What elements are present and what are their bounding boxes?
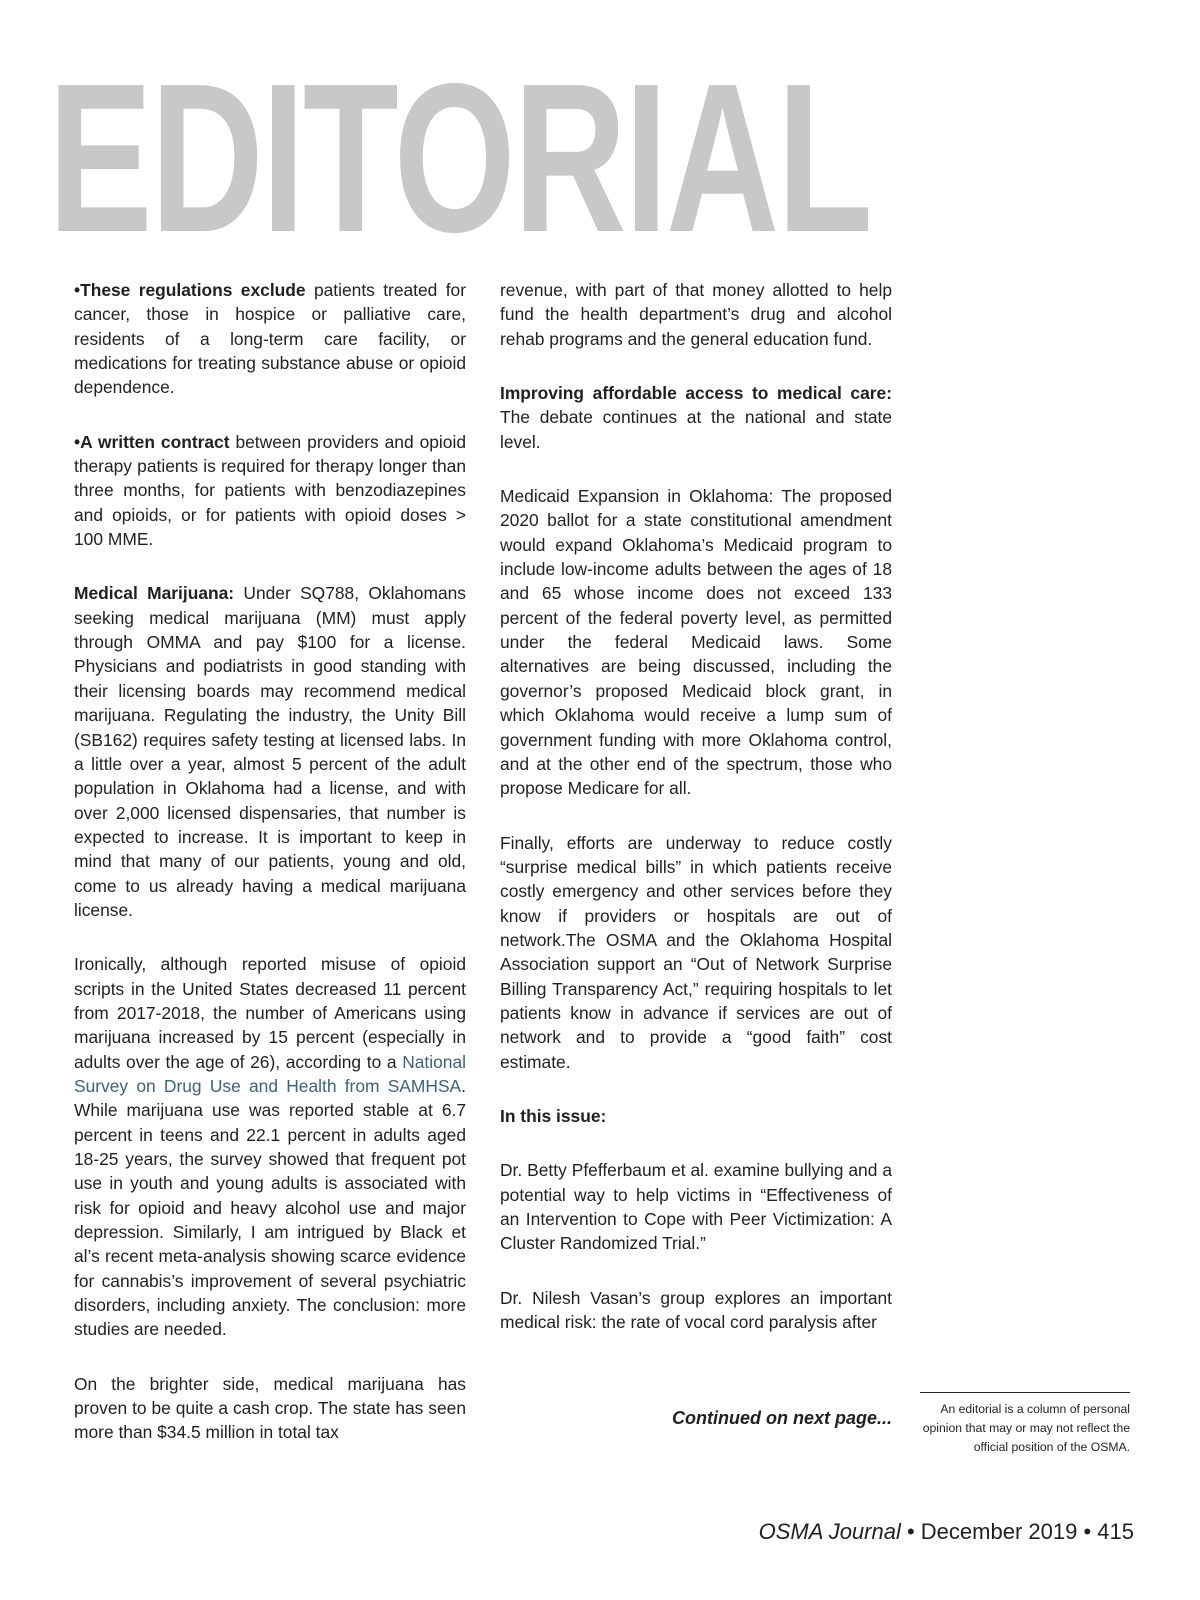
paragraph-text: Dr. Nilesh Vasan’s group explores an important medical risk: the rate of vocal cord paralysis after — [500, 1287, 892, 1333]
paragraph-revenue — [500, 278, 892, 351]
paragraph-text: Under SQ788, Oklahomans seeking medical marijuana (MM) must apply through OMMA and pay $100 for a license. Physicians and podiatrists in good standing with their licensing boards may recommend medical marijuana. Regulating the industry, the Unity Bill (SB162) requires safety testing at licensed labs. In a little over a year, almost 5 percent of the adult population in Oklahoma had a license, and with over 2,000 licensed dispensaries, that number is expected to increase. It is important to keep in mind that many of our patients, young and old, come to us already having a medical marijuana license. — [74, 583, 466, 920]
paragraph-text: revenue, with part of that money allotted to help fund the health department’s drug and alcohol rehab programs and the general education fund. — [500, 280, 892, 349]
section-heading-in-this-issue — [500, 1104, 892, 1128]
paragraph-text: Ironically, although reported misuse of opioid scripts in the United States decreased 11 percent from 2017-2018, the number of Americans using marijuana increased by 15 percent (especially in adults over the age of 26), according to a — [74, 954, 466, 1072]
footer-separator: • — [1077, 1519, 1098, 1544]
paragraph-vasan — [500, 1286, 892, 1335]
paragraph-text: Dr. Betty Pfefferbaum et al. examine bullying and a potential way to help victims in “Effectiveness of an Intervention to Cope with Peer Victimization: A Cluster Randomized Trial.” — [500, 1160, 892, 1254]
page-footer — [759, 1519, 1134, 1545]
paragraph-regulations-exclude — [74, 278, 466, 400]
paragraph-text: On the brighter side, medical marijuana has proven to be quite a cash crop. The state has seen more than $34.5 million in total tax — [74, 1373, 466, 1443]
paragraph-text: between providers and opioid therapy patients is required for therapy longer than three months, for patients with benzodiazepines and opioids, or for patients with opioid doses > 100 MME. — [74, 431, 467, 550]
left-column — [74, 278, 466, 1445]
paragraph-text: Medicaid Expansion in Oklahoma: The proposed 2020 ballot for a state constitutional amendment would expand Oklahoma’s Medicaid program to include low-income adults between the ages of 18 and 65 whose income does not exceed 133 percent of the federal poverty level, as permitted under the federal Medicaid laws. Some alternatives are being discussed, including the governor’s proposed Medicaid block grant, in which Oklahoma would receive a lump sum of government funding with more Oklahoma control, and at the other end of the spectrum, those who propose Medicare for all. — [500, 486, 892, 799]
journal-name: OSMA Journal — [758, 1519, 901, 1544]
bold-lead: •These regulations exclude — [74, 280, 306, 300]
issue-date: December 2019 — [920, 1519, 1078, 1544]
editorial-masthead: EDITORIAL — [48, 39, 871, 276]
page-number: 415 — [1097, 1519, 1134, 1544]
paragraph-ironically — [74, 952, 466, 1342]
bold-lead: Medical Marijuana: — [74, 583, 235, 604]
bold-lead: •A written contract — [74, 431, 230, 452]
bold-lead: In this issue: — [500, 1105, 607, 1126]
paragraph-medical-marijuana — [74, 581, 466, 922]
paragraph-text: The debate continues at the national and state level. — [500, 407, 892, 452]
continued-on-next-page: Continued on next page... — [672, 1408, 892, 1428]
right-column — [500, 278, 892, 1334]
paragraph-text: Finally, efforts are underway to reduce costly “surprise medical bills” in which patients receive costly emergency and other services before they know if providers or hospitals are out of network.The OSMA and the Oklahoma Hospital Association support an “Out of Network Surprise Billing Transparency Act,” requiring hospitals to let patients know in advance if services are out of network and to provide a “good faith” cost estimate. — [500, 832, 892, 1072]
samhsa-survey-link[interactable]: National Survey on Drug Use and Health from SAMHSA — [74, 1051, 466, 1096]
paragraph-cash-crop — [74, 1372, 466, 1445]
paragraph-text: . While marijuana use was reported stable at 6.7 percent in teens and 22.1 percent in adults aged 18-25 years, the survey showed that frequent pot use in youth and young adults is associated with risk for opioid and heavy alcohol use and major depression. Similarly, I am intrigued by Black et al’s recent meta-analysis showing scarce evidence for cannabis’s improvement of several psychiatric disorders, including anxiety. The conclusion: more studies are needed. — [74, 1075, 466, 1340]
paragraph-written-contract — [74, 430, 466, 552]
paragraph-affordable-access — [500, 381, 892, 454]
paragraph-surprise-bills — [500, 831, 892, 1074]
disclaimer-divider — [920, 1392, 1130, 1393]
paragraph-medicaid-expansion — [500, 484, 892, 800]
editorial-disclaimer: An editorial is a column of personal opinion that may or may not reflect the official position of the OSMA. — [922, 1402, 1130, 1454]
paragraph-pfefferbaum — [500, 1158, 892, 1255]
paragraph-text: patients treated for cancer, those in hospice or palliative care, residents of a long-term care facility, or medications for treating substance abuse or opioid dependence. — [74, 280, 467, 398]
bold-lead: Improving affordable access to medical care: — [500, 383, 892, 404]
footer-separator: • — [900, 1519, 921, 1544]
